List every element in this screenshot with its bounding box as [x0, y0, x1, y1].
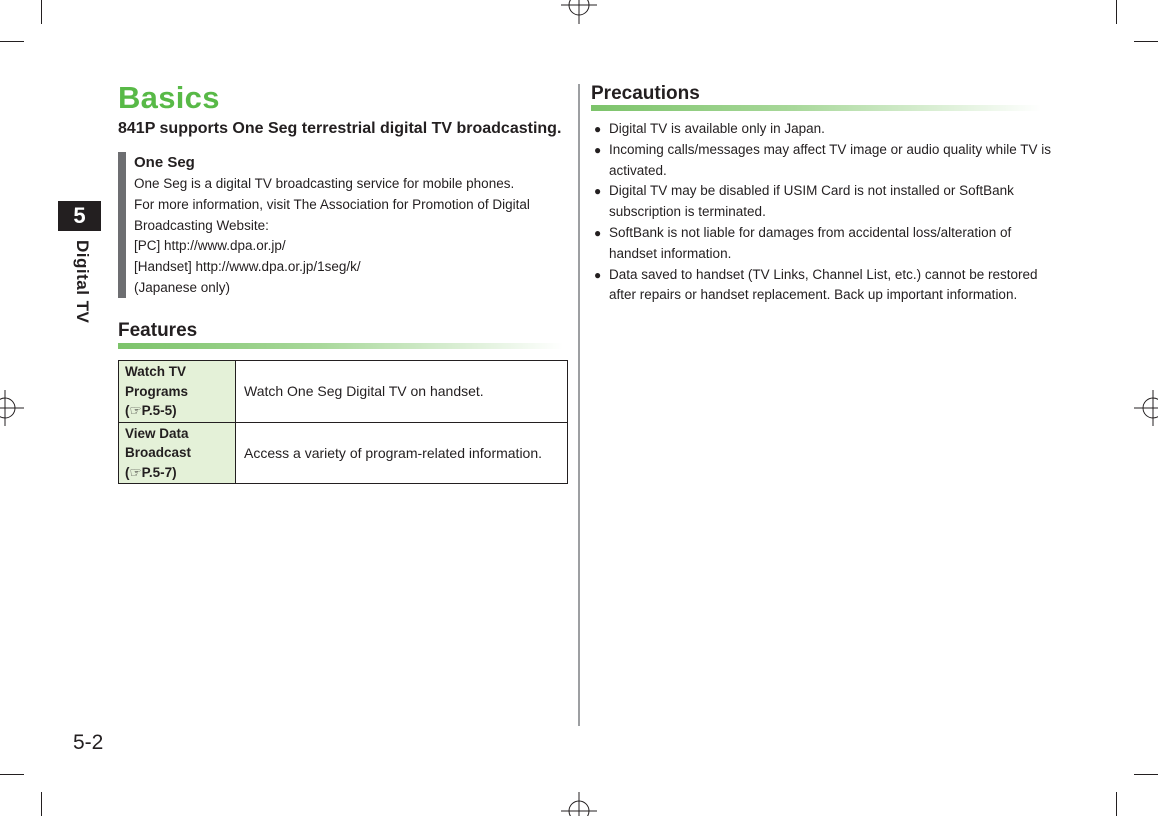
registration-mark-icon [561, 792, 597, 816]
crop-mark [1134, 774, 1158, 775]
page-reference-icon: ☞ [129, 403, 142, 418]
list-item-line: Digital TV may be disabled if USIM Card is not installed or SoftBank [609, 183, 1014, 199]
note-line: [PC] http://www.dpa.or.jp/ [134, 238, 286, 254]
note-title: One Seg [134, 154, 195, 171]
page-reference-link[interactable]: (☞P.5-7) [125, 464, 177, 480]
crop-mark [1116, 792, 1117, 816]
list-item [594, 181, 1051, 223]
note-line: Broadcasting Website: [134, 217, 269, 233]
crop-mark [1134, 41, 1158, 42]
page-reference-icon: ☞ [129, 464, 142, 480]
feature-key-line: Watch TV [125, 364, 187, 379]
crop-mark [0, 41, 24, 42]
chapter-number: 5 [58, 201, 101, 231]
bullet-icon: ● [594, 184, 602, 199]
list-item-line: SoftBank is not liable for damages from accidental loss/alteration of [609, 224, 1012, 240]
feature-key-line: Programs [125, 383, 189, 399]
page-reference: P.5-5 [141, 403, 173, 418]
page-reference: P.5-7 [141, 464, 173, 480]
list-item-line: handset information. [609, 245, 732, 261]
precautions-heading: Precautions [591, 83, 700, 104]
list-item [594, 119, 1051, 140]
list-item-line: Data saved to handset (TV Links, Channel List, etc.) cannot be restored [609, 266, 1038, 282]
list-item-line: after repairs or handset replacement. Back up important information. [609, 287, 1018, 303]
list-item-line: activated. [609, 162, 667, 178]
note-body [134, 174, 530, 299]
note-bar [118, 152, 126, 298]
section-rule [118, 343, 563, 349]
feature-key-line: Broadcast [125, 445, 192, 460]
registration-mark-icon [0, 390, 24, 426]
crop-mark [41, 0, 42, 24]
list-item [594, 223, 1051, 265]
page-subtitle: 841P supports One Seg terrestrial digital TV broadcasting. [118, 120, 562, 137]
crop-mark [41, 792, 42, 816]
chapter-title: Digital TV [73, 240, 92, 324]
page-reference-link[interactable]: (☞P.5-5) [125, 403, 177, 418]
crop-mark [0, 774, 24, 775]
feature-key [119, 422, 236, 484]
table-row [119, 422, 568, 484]
bullet-icon: ● [594, 122, 602, 136]
feature-description: Watch One Seg Digital TV on handset. [236, 361, 568, 423]
note-line: (Japanese only) [134, 279, 231, 295]
note-line: One Seg is a digital TV broadcasting service for mobile phones. [134, 176, 515, 191]
one-seg-note [118, 152, 558, 298]
crop-mark [1116, 0, 1117, 24]
column-divider [578, 84, 580, 726]
page-title: Basics [118, 80, 220, 115]
bullet-icon: ● [594, 225, 602, 240]
feature-key [119, 361, 236, 423]
registration-mark-icon [1134, 390, 1158, 426]
note-line: For more information, visit The Association for Promotion of Digital [134, 196, 530, 212]
note-line: [Handset] http://www.dpa.or.jp/1seg/k/ [134, 259, 361, 275]
features-heading: Features [118, 320, 198, 341]
list-item [594, 140, 1051, 182]
precautions-list [594, 119, 1051, 306]
feature-key-line: View Data [125, 425, 189, 441]
section-rule [591, 105, 1041, 111]
features-table [118, 360, 568, 484]
page-number: 5-2 [73, 731, 104, 754]
list-item-line: subscription is terminated. [609, 204, 766, 220]
table-row [119, 361, 568, 423]
list-item-line: Incoming calls/messages may affect TV image or audio quality while TV is [609, 141, 1051, 157]
bullet-icon: ● [594, 267, 602, 282]
registration-mark-icon [561, 0, 597, 24]
list-item [594, 265, 1051, 307]
feature-description: Access a variety of program-related information. [236, 422, 568, 484]
bullet-icon: ● [594, 142, 602, 157]
list-item-line: Digital TV is available only in Japan. [609, 121, 825, 136]
